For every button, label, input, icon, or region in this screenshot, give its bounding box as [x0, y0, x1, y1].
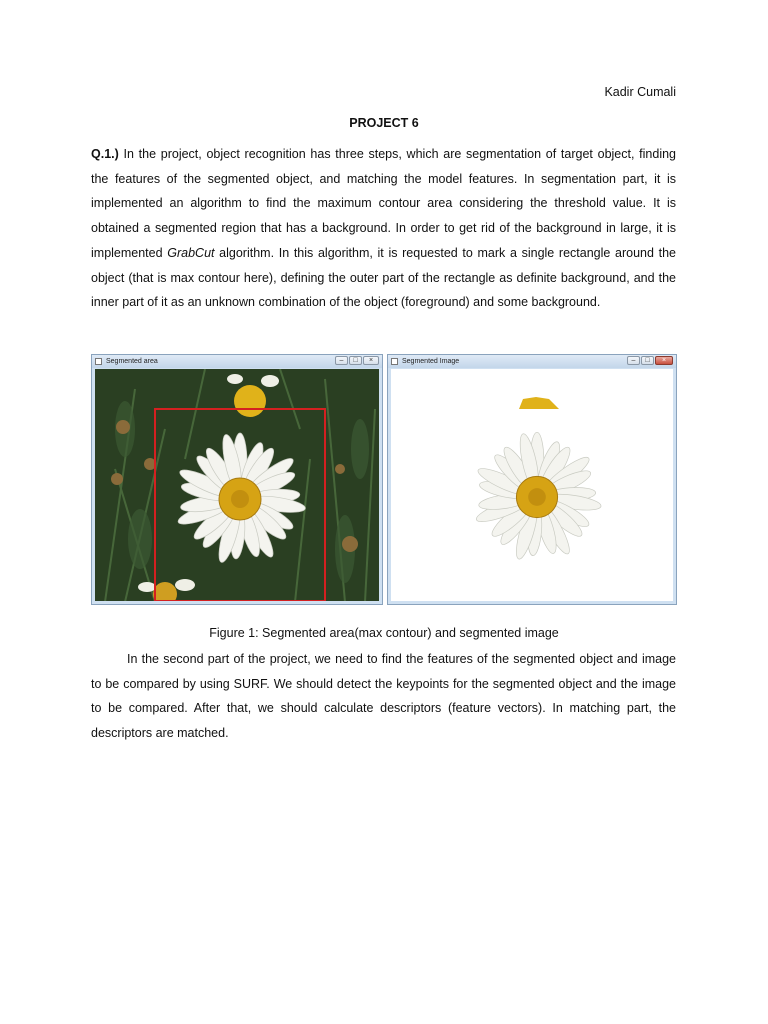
- maximize-button[interactable]: □: [349, 356, 362, 365]
- app-icon: [391, 358, 398, 365]
- window-title: Segmented area: [106, 358, 158, 365]
- paragraph-q1: [91, 142, 676, 315]
- minimize-button[interactable]: –: [335, 356, 348, 365]
- paragraph-second-part: In the second part of the project, we need to find the features of the segmented object and image to be compared by using SURF. We should detect the keypoints for the segmented object and the image to be compared. After that, we should calculate descriptors (feature vectors). In matching part, the descriptors are matched.: [91, 652, 676, 741]
- question-label: Q.1.): [91, 147, 119, 161]
- document-title: PROJECT 6: [349, 116, 419, 130]
- segmented-image-window: [387, 354, 677, 605]
- segmented-image: [391, 369, 673, 601]
- paragraph-q1-text-a: In the project, object recognition has three steps, which are segmentation of target object, finding the features of the segmented object, and matching the model features. In segmentation part, it is implemented an algorithm to find the maximum contour area considering the threshold value. It is obtained a segmented region that has a background. In order to get rid of the background in large, it is implemented: [91, 147, 676, 260]
- segmented-flower: [391, 369, 673, 601]
- window-titlebar: [92, 355, 382, 368]
- figure-caption: Figure 1: Segmented area(max contour) and segmented image: [209, 626, 559, 640]
- app-icon: [95, 358, 102, 365]
- segmented-area-window: [91, 354, 383, 605]
- author-name: Kadir Cumali: [604, 85, 676, 99]
- paragraph-q1-text-b: algorithm. In this algorithm, it is requested to mark a single rectangle around the object (that is max contour here), defining the outer part of the rectangle as definite background, and the inner part of it as an unknown combination of the object (foreground) and some background.: [91, 245, 677, 310]
- maximize-button[interactable]: □: [641, 356, 654, 365]
- close-button[interactable]: ×: [655, 356, 673, 365]
- window-titlebar: [388, 355, 676, 368]
- grabcut-term: GrabCut: [167, 245, 215, 260]
- flower-photo: [95, 369, 379, 601]
- window-controls: [335, 356, 379, 366]
- window-controls: [627, 356, 673, 366]
- segmented-area-image: [95, 369, 379, 601]
- window-title: Segmented Image: [402, 358, 460, 365]
- minimize-button[interactable]: –: [627, 356, 640, 365]
- close-button[interactable]: ×: [363, 356, 379, 365]
